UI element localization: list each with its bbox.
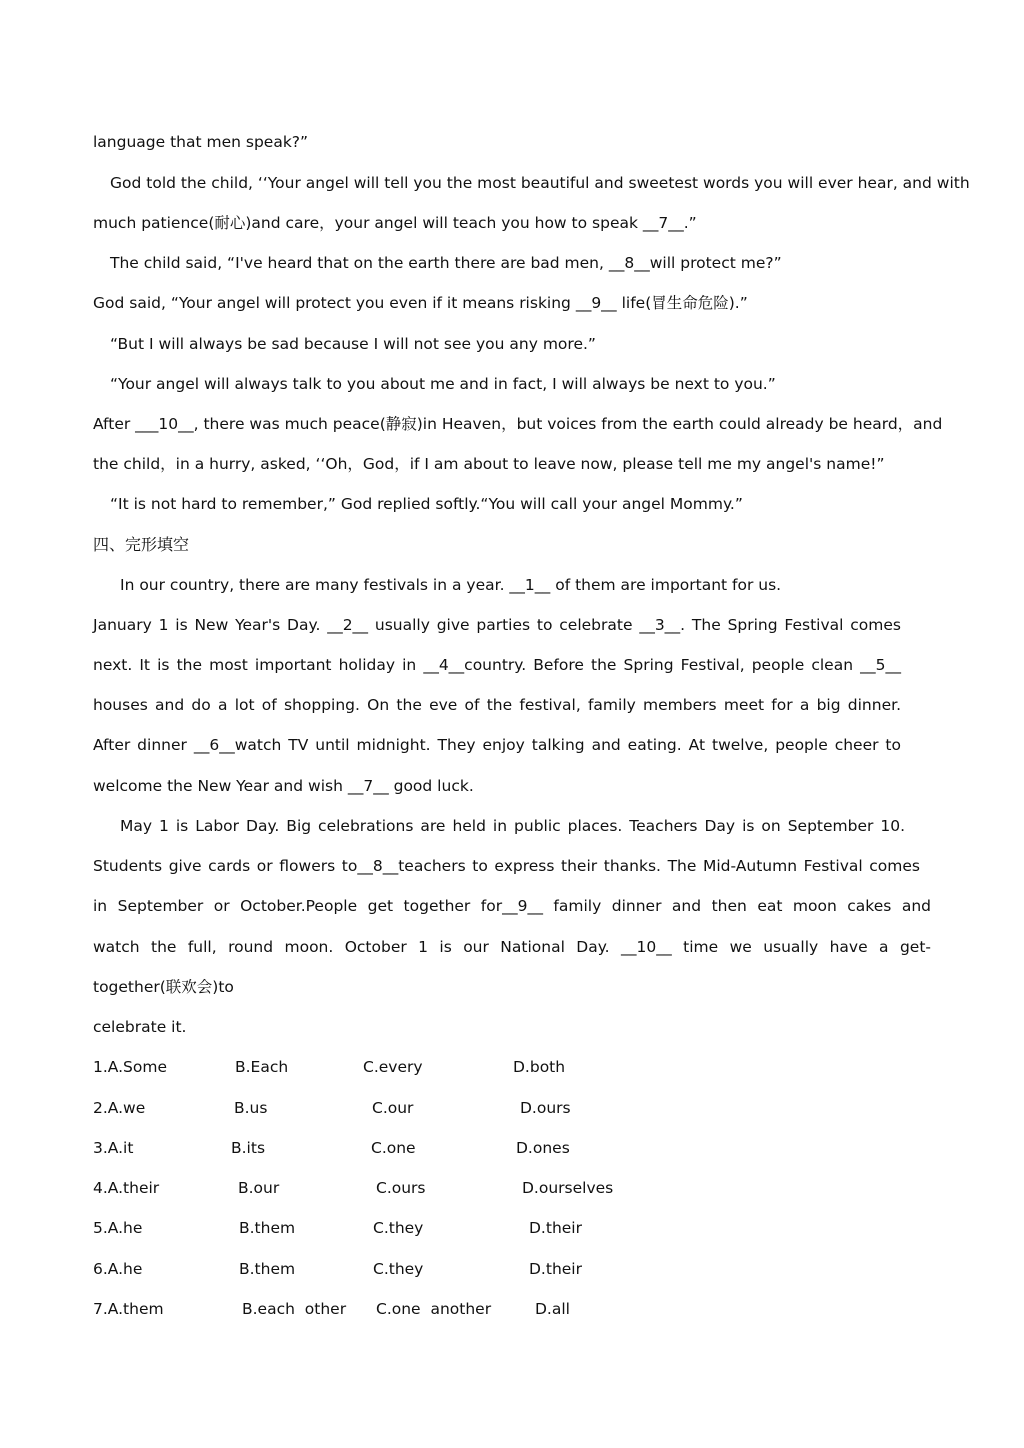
option-a: 7.A.them bbox=[93, 1300, 164, 1318]
passage-line: “But I will always be sad because I will not see you any more.” bbox=[110, 335, 596, 353]
option-row bbox=[93, 1258, 713, 1280]
option-d: D.their bbox=[529, 1260, 582, 1278]
cloze-line: January 1 is New Year's Day. __2__ usually give parties to celebrate __3__. The Spring Festival comes bbox=[93, 616, 901, 634]
option-c: C.our bbox=[372, 1099, 414, 1117]
cloze-line: Students give cards or flowers to__8__teachers to express their thanks. The Mid-Autumn Festival comes bbox=[93, 857, 920, 875]
cloze-line: watch the full, round moon. October 1 is our National Day. __10__ time we usually have a get- bbox=[93, 938, 931, 956]
option-row bbox=[93, 1177, 713, 1199]
passage-line: God told the child, ‘‘Your angel will tell you the most beautiful and sweetest words you will ever hear, and with bbox=[110, 174, 970, 192]
cloze-line: welcome the New Year and wish __7__ good luck. bbox=[93, 777, 474, 795]
cloze-line: together(联欢会)to bbox=[93, 978, 234, 996]
option-d: D.all bbox=[535, 1300, 570, 1318]
cloze-line: houses and do a lot of shopping. On the eve of the festival, family members meet for a big dinner. bbox=[93, 696, 901, 714]
passage-line: language that men speak?” bbox=[93, 133, 309, 151]
option-b: B.each other bbox=[242, 1300, 347, 1318]
option-c: C.they bbox=[373, 1260, 424, 1278]
option-b: B.us bbox=[234, 1099, 268, 1117]
option-row bbox=[93, 1137, 713, 1159]
passage-line: “It is not hard to remember,” God replied softly.“You will call your angel Mommy.” bbox=[110, 495, 743, 513]
option-b: B.Each bbox=[235, 1058, 289, 1076]
section-heading: 四、完形填空 bbox=[93, 535, 190, 554]
option-d: D.ones bbox=[516, 1139, 570, 1157]
option-b: B.them bbox=[239, 1219, 296, 1237]
option-a: 2.A.we bbox=[93, 1099, 146, 1117]
cloze-line: in September or October.People get together for__9__ family dinner and then eat moon cakes and bbox=[93, 897, 931, 915]
option-c: C.every bbox=[363, 1058, 423, 1076]
option-c: C.one bbox=[371, 1139, 416, 1157]
cloze-line: next. It is the most important holiday in __4__country. Before the Spring Festival, people clean __5__ bbox=[93, 656, 901, 674]
option-row bbox=[93, 1217, 713, 1239]
cloze-line: celebrate it. bbox=[93, 1018, 187, 1036]
option-a: 5.A.he bbox=[93, 1219, 143, 1237]
option-b: B.them bbox=[239, 1260, 296, 1278]
option-a: 1.A.Some bbox=[93, 1058, 168, 1076]
option-c: C.one another bbox=[376, 1300, 492, 1318]
passage-line: God said, “Your angel will protect you even if it means risking __9__ life(冒生命危险).” bbox=[93, 294, 748, 312]
option-row bbox=[93, 1097, 713, 1119]
option-row bbox=[93, 1056, 713, 1078]
cloze-line: In our country, there are many festivals in a year. __1__ of them are important for us. bbox=[120, 576, 782, 594]
cloze-line: After dinner __6__watch TV until midnight. They enjoy talking and eating. At twelve, people cheer to bbox=[93, 736, 901, 754]
option-a: 4.A.their bbox=[93, 1179, 160, 1197]
option-d: D.both bbox=[513, 1058, 566, 1076]
option-a: 6.A.he bbox=[93, 1260, 143, 1278]
passage-line: After ___10__, there was much peace(静寂)in Heaven，but voices from the earth could already be heard，and bbox=[93, 415, 943, 433]
option-b: B.our bbox=[238, 1179, 280, 1197]
option-d: D.ourselves bbox=[522, 1179, 614, 1197]
passage-line: the child，in a hurry, asked, ‘‘Oh，God，if I am about to leave now, please tell me my angel's name!” bbox=[93, 455, 885, 473]
option-a: 3.A.it bbox=[93, 1139, 134, 1157]
cloze-line: May 1 is Labor Day. Big celebrations are held in public places. Teachers Day is on September 10. bbox=[120, 817, 905, 835]
option-d: D.their bbox=[529, 1219, 582, 1237]
passage-line: The child said, “I've heard that on the earth there are bad men, __8__will protect me?” bbox=[110, 254, 782, 272]
option-b: B.its bbox=[231, 1139, 266, 1157]
option-row bbox=[93, 1298, 713, 1320]
option-c: C.they bbox=[373, 1219, 424, 1237]
passage-line: “Your angel will always talk to you about me and in fact, I will always be next to you.” bbox=[110, 375, 776, 393]
option-c: C.ours bbox=[376, 1179, 426, 1197]
passage-line: much patience(耐心)and care，your angel will teach you how to speak __7__.” bbox=[93, 214, 697, 232]
option-d: D.ours bbox=[520, 1099, 571, 1117]
